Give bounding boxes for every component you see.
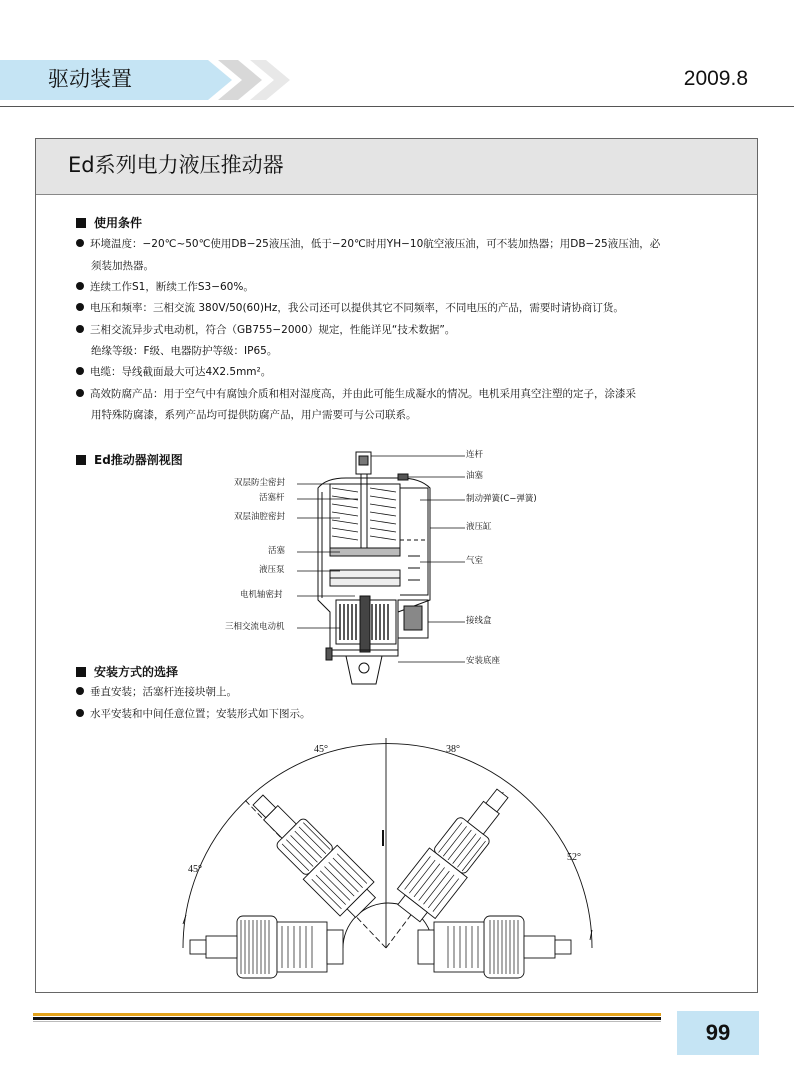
condition-item: 环境温度：−20℃~50℃使用DB−25液压油，低于−20℃时用YH−10航空液压油，可不装加热器；用DB−25液压油，必 bbox=[76, 236, 726, 252]
condition-item: 连续工作S1，断续工作S3−60%。 bbox=[76, 279, 726, 295]
label-air-chamber: 气室 bbox=[466, 556, 484, 566]
mounting-item: 水平安装和中间任意位置；安装形式如下图示。 bbox=[76, 706, 726, 722]
footer-rule-gray bbox=[33, 1021, 661, 1022]
angle-label-45-top: 45° bbox=[314, 744, 328, 755]
page-number: 99 bbox=[705, 1020, 731, 1045]
condition-item: 电压和频率：三相交流 380V/50(60)Hz，我公司还可以提供其它不同频率，不同电压的产品，需要时请协商订货。 bbox=[76, 300, 726, 316]
mounting-item: 垂直安装；活塞杆连接块朝上。 bbox=[76, 684, 726, 700]
footer-rule-orange bbox=[33, 1013, 661, 1016]
label-cylinder: 液压缸 bbox=[466, 522, 492, 532]
condition-item: 高效防腐产品：用于空气中有腐蚀介质和相对湿度高，并由此可能生成凝水的情况。电机采用真空注塑的定子，涂漆采 bbox=[76, 386, 726, 402]
angle-label-52-right: 52° bbox=[567, 852, 581, 863]
label-piston: 活塞 bbox=[268, 546, 286, 556]
label-base: 安装底座 bbox=[466, 656, 501, 666]
label-link: 连杆 bbox=[466, 450, 484, 460]
angle-label-45-left: 45° bbox=[188, 864, 202, 875]
mounting-heading: 安装方式的选择 bbox=[76, 664, 178, 680]
label-pump: 液压泵 bbox=[259, 565, 285, 575]
condition-item-cont: 用特殊防腐漆，系列产品均可提供防腐产品，用户需要可与公司联系。 bbox=[91, 409, 417, 421]
product-title: Ed系列电力液压推动器 bbox=[68, 153, 284, 177]
label-motor: 三相交流电动机 bbox=[225, 622, 285, 632]
conditions-heading: 使用条件 bbox=[76, 215, 142, 231]
condition-item: 电缆：导线截面最大可达4X2.5mm²。 bbox=[76, 364, 726, 380]
header-date: 2009.8 bbox=[683, 67, 748, 90]
angle-label-38-top: 38° bbox=[446, 744, 460, 755]
label-junction-box: 接线盒 bbox=[466, 616, 492, 626]
condition-item-cont: 绝缘等级：F级、电器防护等级：IP65。 bbox=[91, 345, 278, 357]
label-oil-plug: 油塞 bbox=[466, 471, 484, 481]
section-view-heading: Ed推动器剖视图 bbox=[76, 452, 183, 468]
condition-item-cont: 须装加热器。 bbox=[91, 260, 154, 272]
label-piston-rod: 活塞杆 bbox=[259, 493, 285, 503]
condition-item: 三相交流异步式电动机，符合（GB755−2000）规定，性能详见“技术数据”。 bbox=[76, 322, 726, 338]
label-shaft-seal: 电机轴密封 bbox=[240, 590, 283, 600]
label-oil-seal: 双层油腔密封 bbox=[234, 512, 286, 522]
label-brake-spring: 制动弹簧(C−弹簧) bbox=[466, 494, 537, 504]
footer-rule-black bbox=[33, 1017, 661, 1020]
label-dust-seal: 双层防尘密封 bbox=[234, 478, 286, 488]
section-title: 驱动装置 bbox=[48, 67, 132, 91]
